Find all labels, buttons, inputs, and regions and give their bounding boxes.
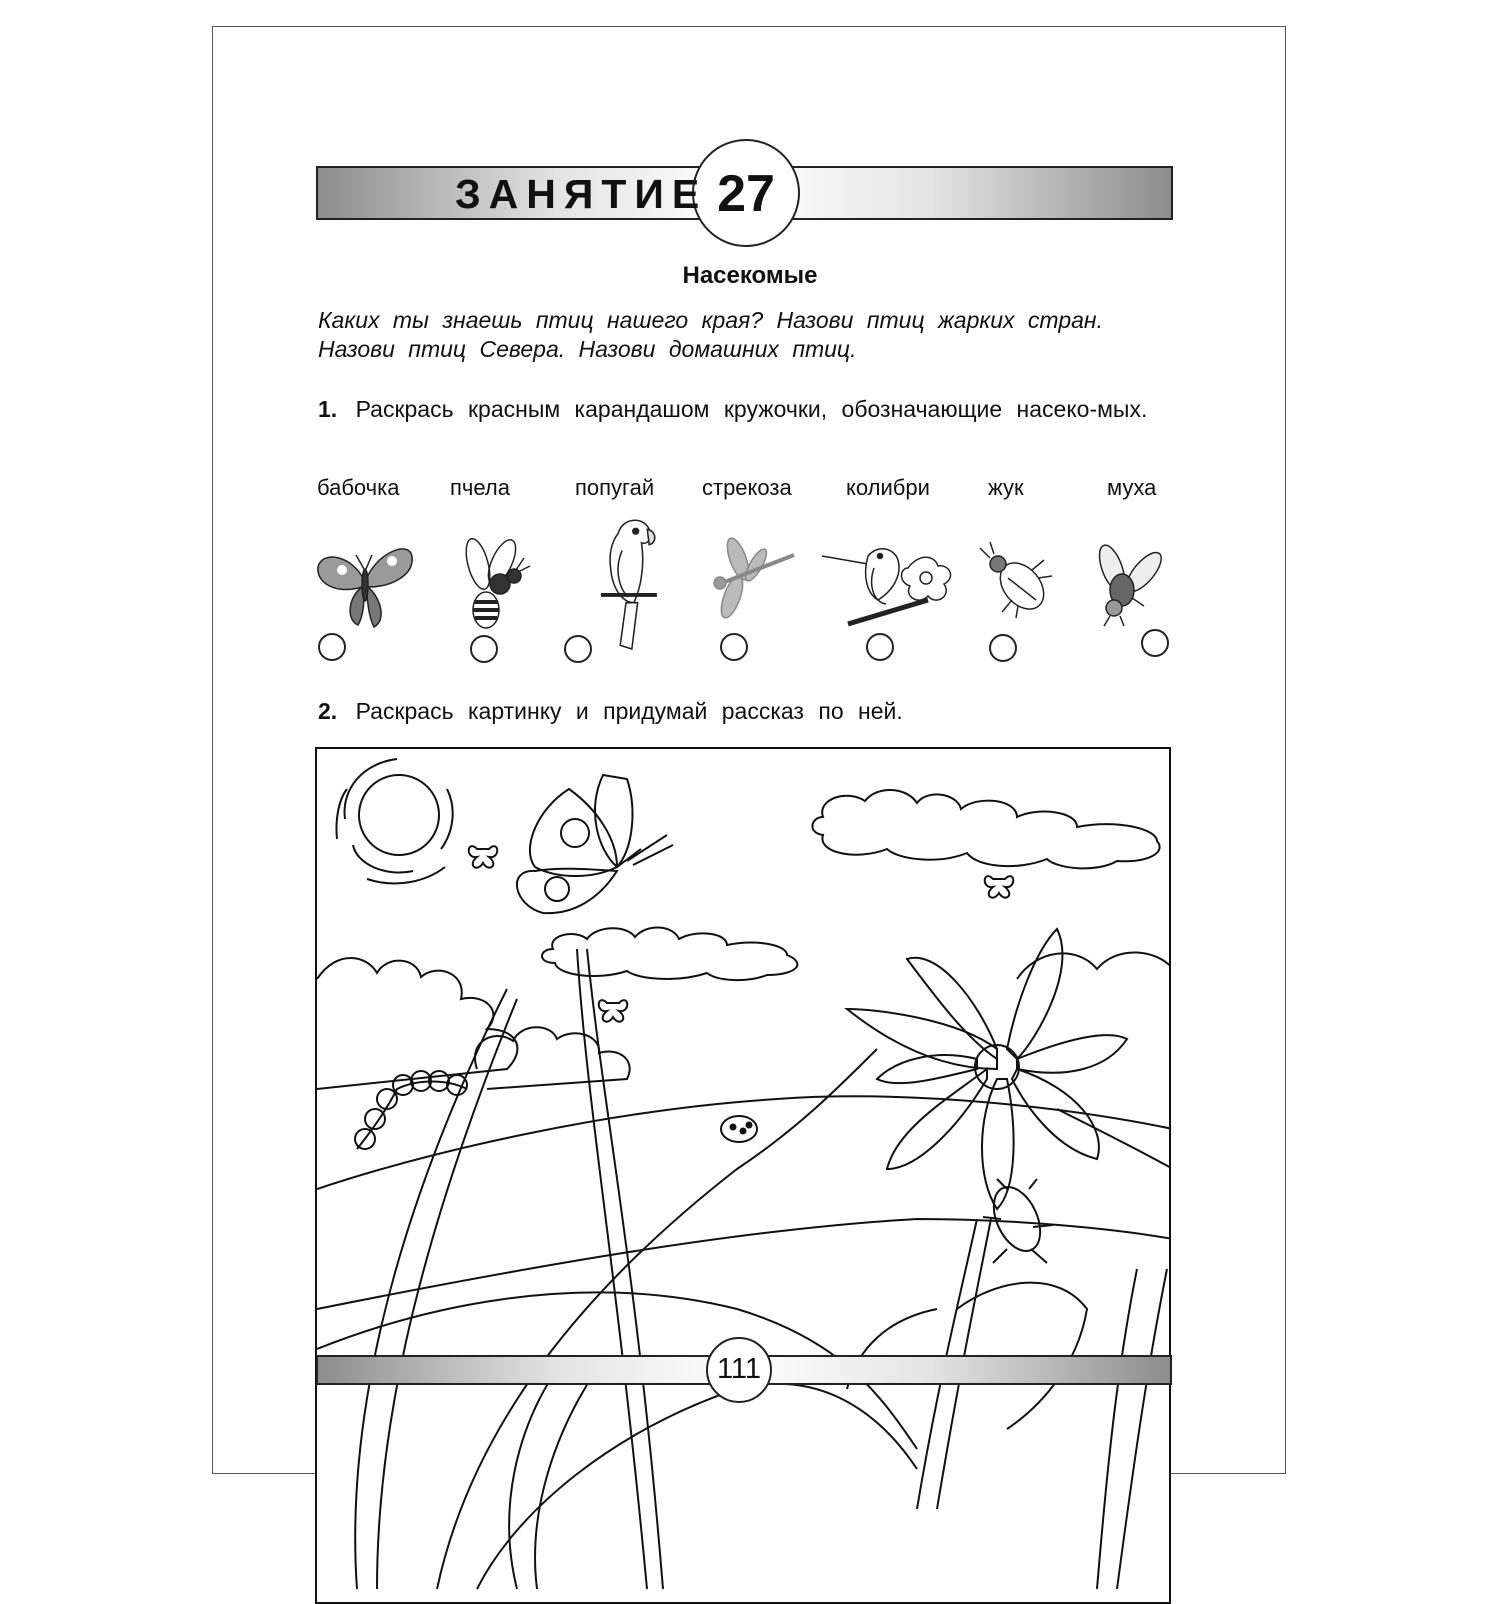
sun-icon	[336, 759, 452, 883]
grass-blade-2	[437, 1049, 877, 1589]
answer-circle-butterfly[interactable]	[318, 633, 346, 661]
butterfly-icon	[312, 510, 418, 650]
answer-circle-beetle[interactable]	[989, 634, 1017, 662]
bushes-right	[1017, 952, 1171, 1169]
task-1	[318, 394, 1170, 425]
coloring-picture[interactable]	[315, 747, 1171, 1604]
answer-circle-bee[interactable]	[470, 635, 498, 663]
task-1-text: Раскрась красным карандашом кружочки, обозначающие насеко-мых.	[355, 396, 1148, 422]
small-butterfly-2	[985, 876, 1014, 897]
hill-line	[317, 1096, 1171, 1189]
hummingbird-icon	[818, 510, 958, 650]
grass-blade-7	[1097, 1269, 1167, 1589]
item-label-beetle: жук	[988, 475, 1024, 500]
grass-blade-3	[577, 949, 663, 1589]
small-butterfly-1	[469, 846, 498, 867]
beetle-icon	[972, 510, 1058, 650]
answer-circle-dragonfly[interactable]	[720, 633, 748, 661]
page-number: 111	[716, 1353, 762, 1385]
dragonfly-icon	[708, 510, 796, 650]
large-butterfly	[517, 775, 673, 913]
answer-circle-hummingbird[interactable]	[866, 633, 894, 661]
topic-title: Насекомые	[682, 262, 818, 289]
task-2	[318, 696, 1170, 727]
grass-blade-5	[477, 1384, 917, 1589]
answer-circle-parrot[interactable]	[564, 635, 592, 663]
cloud-center	[542, 927, 797, 980]
item-label-dragonfly: стрекоза	[702, 475, 792, 500]
lesson-title: ЗАНЯТИЕ	[455, 171, 708, 217]
item-label-bee: пчела	[450, 475, 510, 500]
grass-blade-1	[355, 989, 517, 1589]
lesson-number: 27	[717, 165, 775, 223]
grass-blade-6	[509, 1369, 597, 1589]
item-label-fly: муха	[1107, 475, 1157, 500]
parrot-icon	[592, 510, 662, 650]
item-label-hummingbird: колибри	[846, 475, 930, 500]
flower	[847, 929, 1127, 1509]
item-label-parrot: попугай	[575, 475, 655, 500]
task-2-text: Раскрась картинку и придумай рассказ по ней.	[355, 698, 903, 724]
cloud-right	[812, 790, 1159, 868]
task-2-number: 2.	[318, 698, 338, 724]
answer-circle-fly[interactable]	[1141, 629, 1169, 657]
field-line	[317, 1219, 1171, 1309]
bushes-left	[317, 958, 517, 1089]
item-label-butterfly: бабочка	[317, 475, 400, 500]
small-butterfly-3	[599, 1000, 628, 1021]
task-1-number: 1.	[318, 396, 338, 422]
bee-icon	[452, 510, 536, 650]
bushes-center	[475, 1027, 630, 1089]
ladybug	[721, 1116, 757, 1142]
intro-text: Каких ты знаешь птиц нашего края? Назови птиц жарких стран. Назови птиц Севера. Назови домашних птиц.	[318, 307, 1103, 362]
